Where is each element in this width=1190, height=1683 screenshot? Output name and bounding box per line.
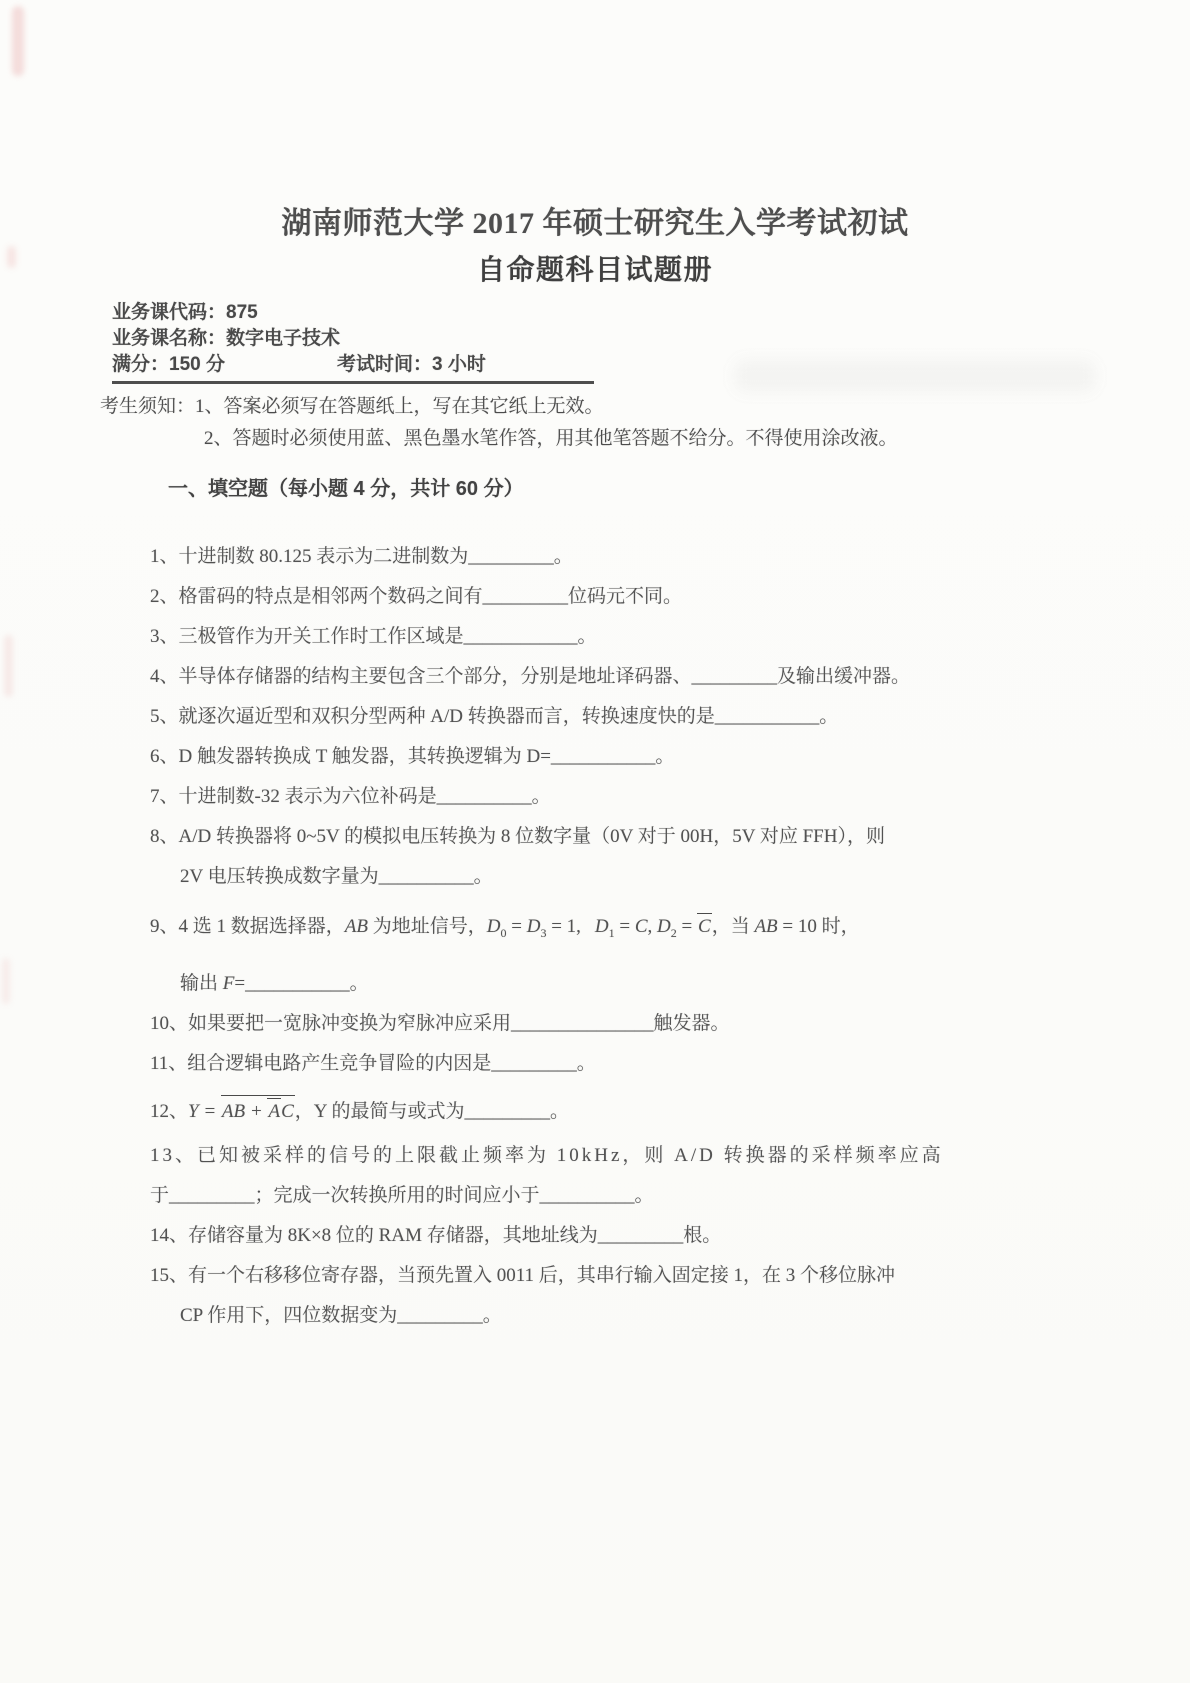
question-6: 6、D 触发器转换成 T 触发器，其转换逻辑为 D=___________。: [150, 746, 675, 767]
question-15-line2: CP 作用下，四位数据变为_________。: [180, 1304, 502, 1326]
q12-number: 12、: [150, 1100, 189, 1122]
full-score-label: 满分：: [112, 354, 170, 375]
q9-var-ab: AB: [344, 916, 368, 937]
section-1-heading: 一、填空题（每小题 4 分，共计 60 分）: [168, 478, 524, 500]
q9-text-2: 为地址信号，: [367, 916, 487, 937]
q9-var-d2: D: [657, 916, 671, 937]
exam-time-value: 3 小时: [432, 354, 486, 375]
course-code-value: 875: [226, 302, 258, 323]
question-10: 10、如果要把一宽脉冲变换为窄脉冲应采用_______________触发器。: [150, 1012, 730, 1034]
question-7: 7、十进制数-32 表示为六位补码是__________。: [150, 786, 551, 807]
scan-smudge-gray: [735, 360, 1095, 392]
q12-term-ab: AB +: [221, 1100, 268, 1122]
question-9-line1: [150, 912, 1160, 948]
q9-text-4: = 10 时，: [777, 916, 860, 937]
q12-inner-overline: [267, 1098, 281, 1123]
course-code-label: 业务课代码：: [112, 302, 227, 323]
q9-var-ab2: AB: [754, 916, 778, 937]
question-11: 11、组合逻辑电路产生竞争冒险的内因是_________。: [150, 1052, 596, 1074]
scan-smudge-red-1: [12, 6, 24, 76]
question-13-line1: 13、已知被采样的信号的上限截止频率为 10kHz，则 A/D 转换器的采样频率应高: [150, 1144, 944, 1166]
q12-var-c: C: [281, 1100, 294, 1122]
q9-sub-2: 2: [670, 925, 677, 940]
q9-blank: =___________: [234, 972, 350, 994]
q9-var-f: F: [222, 972, 235, 994]
q9-sub-3: 3: [540, 925, 547, 940]
q9-sub-1: 1: [608, 925, 615, 940]
question-5: 5、就逐次逼近型和双积分型两种 A/D 转换器而言，转换速度快的是___________。: [150, 706, 839, 727]
candidate-notice: [100, 391, 1190, 455]
course-name-label: 业务课名称：: [112, 328, 227, 349]
question-13-line2: 于_________；完成一次转换所用的时间应小于__________。: [150, 1184, 654, 1206]
question-2: 2、格雷码的特点是相邻两个数码之间有_________位码元不同。: [150, 586, 683, 607]
question-8-line1: 8、A/D 转换器将 0~5V 的模拟电压转换为 8 位数字量（0V 对于 00H，5V 对应 FFH），则: [150, 826, 885, 847]
course-code-row: [112, 300, 1190, 326]
course-name-row: [112, 326, 1190, 352]
question-14: 14、存储容量为 8K×8 位的 RAM 存储器，其地址线为_________根。: [150, 1224, 722, 1246]
q9-overline-c: [697, 913, 712, 938]
q9-sub-0: 0: [500, 925, 507, 940]
q9-output-label: 输出: [180, 972, 223, 994]
scan-smudge-red-2: [7, 246, 16, 268]
question-12: [150, 1095, 1160, 1129]
page-title: 湖南师范大学 2017 年硕士研究生入学考试初试: [281, 207, 909, 240]
course-name-value: 数字电子技术: [226, 328, 341, 349]
question-9-line2: [150, 970, 1160, 997]
question-3: 3、三极管作为开关工作时工作区域是____________。: [150, 626, 597, 647]
q9-var-c1: C: [634, 916, 648, 937]
notice-item-1: 1、答案必须写在答题纸上，写在其它纸上无效。: [195, 396, 604, 417]
scan-smudge-red-3: [4, 635, 13, 697]
q12-text: ，Y 的最简与或式为_________。: [294, 1100, 570, 1122]
q9-text-3: ，当: [711, 916, 755, 937]
question-8-line2: 2V 电压转换成数字量为__________。: [180, 866, 493, 887]
q9-sep: ,: [647, 916, 658, 937]
notice-line-1: [100, 391, 1190, 423]
q9-var-d1: D: [594, 916, 609, 937]
q9-var-c2: C: [698, 916, 711, 937]
q9-var-d0: D: [486, 916, 501, 937]
q9-eq-2: =: [614, 916, 635, 937]
q12-var-a: A: [268, 1100, 281, 1122]
q9-eq-1: =: [506, 916, 527, 937]
q9-text-1: 9、4 选 1 数据选择器，: [150, 916, 345, 937]
full-score-value: 150 分: [169, 354, 225, 375]
question-list: [150, 543, 1190, 1329]
scan-smudge-red-4: [2, 958, 10, 1004]
exam-time-label: 考试时间：: [337, 354, 433, 375]
q12-var-y: Y =: [188, 1100, 221, 1122]
page-subtitle: 自命题科目试题册: [476, 254, 713, 285]
q9-var-d3: D: [526, 916, 541, 937]
q9-eq-one: = 1,: [546, 916, 581, 937]
question-1: 1、十进制数 80.125 表示为二进制数为_________。: [150, 546, 573, 567]
q12-outer-overline: [221, 1095, 295, 1123]
question-4: 4、半导体存储器的结构主要包含三个部分，分别是地址译码器、_________及输出缓冲器。: [150, 666, 911, 687]
q9-period: 。: [349, 972, 369, 994]
notice-label: 考生须知：: [100, 396, 196, 417]
q9-eq-3: =: [676, 916, 697, 937]
score-time-row: [112, 352, 594, 384]
question-15-line1: 15、有一个右移移位寄存器，当预先置入 0011 后，其串行输入固定接 1，在 3 个移位脉冲: [150, 1264, 896, 1286]
notice-item-2: 2、答题时必须使用蓝、黑色墨水笔作答，用其他笔答题不给分。不得使用涂改液。: [204, 428, 898, 449]
